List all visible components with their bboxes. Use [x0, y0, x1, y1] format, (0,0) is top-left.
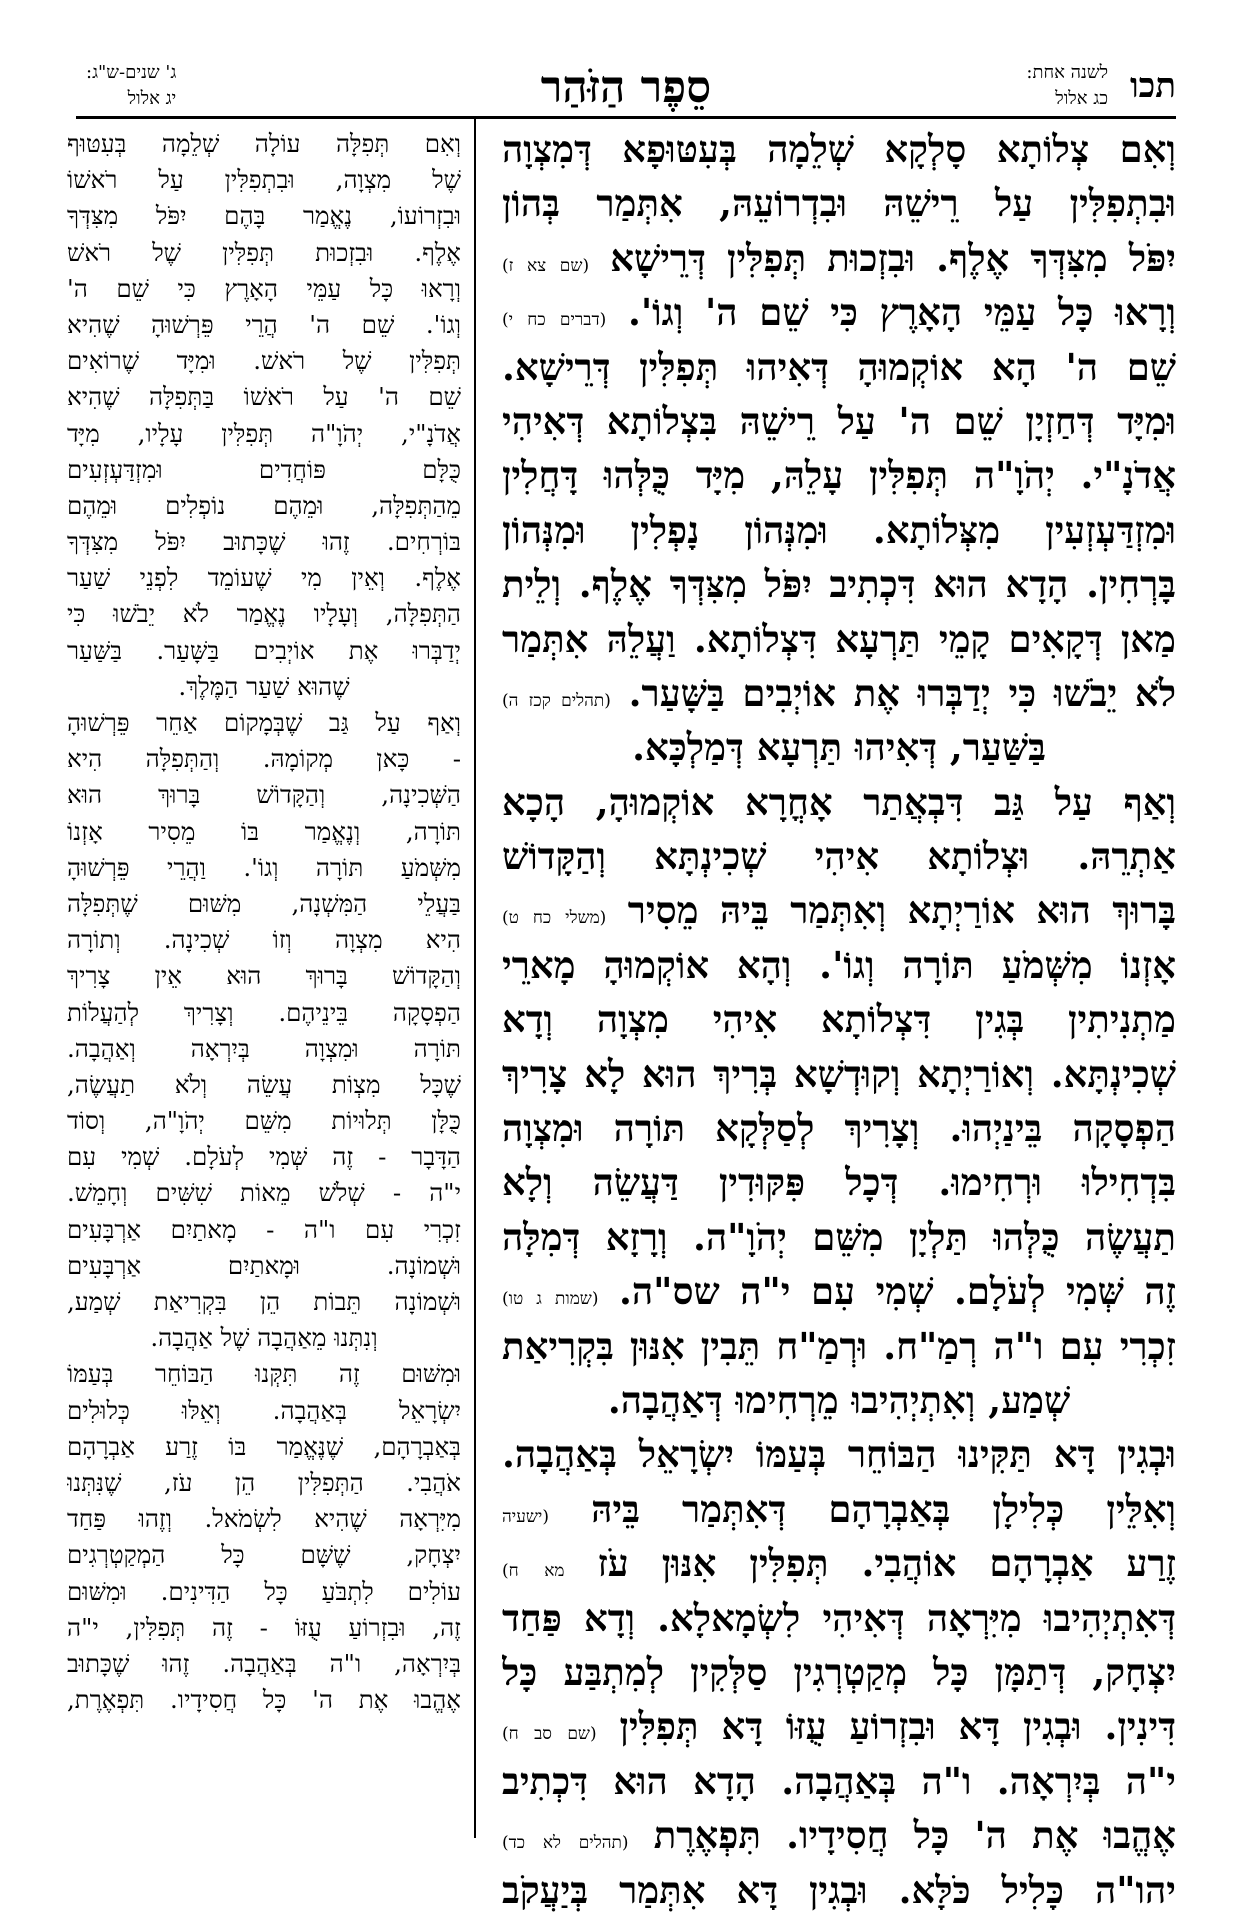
- main-text: זֶרַע אַבְרָהָם אוֹהֲבִי. תְּפִלִּין אִנּוּן עֹז: [597, 1541, 1176, 1586]
- verse-reference: מא ח): [502, 1561, 565, 1582]
- main-text: וְאִלֵּין כְּלִילָן בְּאַבְרָהָם דְּאִתְּמַר בֵּיהּ: [591, 1486, 1176, 1531]
- translation-line: תּוֹרָה וּמִצְוָה בְּיִרְאָה וְאַהֲבָה.: [67, 1033, 461, 1063]
- main-text: אָזְנוֹ מִשְּׁמֹעַ תּוֹרָה וְגוֹ'. וְהָא אוֹקְמוּהָ מָארֵי: [502, 942, 1176, 987]
- main-text: שֵׁם ה' הָא אוֹקְמוּהָ דְּאִיהוּ תְּפִלִּין דְּרֵישָׁא.: [502, 344, 1176, 389]
- schedule-one-year-label: לשנה אחת:: [1026, 62, 1108, 83]
- main-text-line: [502, 176, 1176, 230]
- verse-reference: (שמות ג טו): [502, 1289, 599, 1310]
- verse-reference: (תהלים קכז ה): [502, 690, 611, 711]
- main-text: יִפֹּל מִצִּדְּךָ אֶלֶף. וּבִזְכוּת תְּפִלִּין דְּרֵישָׁא: [610, 235, 1176, 280]
- schedule-three-years: [86, 60, 176, 112]
- translation-line: שֶׁל מִצְוָה, וּבִתְפִלִּין עַל רֹאשׁוֹ: [67, 165, 461, 195]
- translation-line: וְאַף עַל גַּב שֶׁבְּמָקוֹם אַחֵר פֵּרְשׁוּהָ: [67, 708, 461, 737]
- translation-line: - כָּאן מְקוֹמָהּ. וְהַתְּפִלָּה הִיא: [67, 744, 461, 774]
- main-text-line: [502, 1210, 1176, 1264]
- translation-line: יִצְחָק, שֶׁשָּׁם כָּל הַמְקַטְרְגִים: [67, 1540, 461, 1570]
- schedule-three-years-date: יג אלול: [127, 88, 177, 109]
- translation-line: מִיִּרְאָה שֶׁהִיא לִשְׂמֹאל. וְזֶהוּ פַּחַד: [67, 1504, 461, 1534]
- translation-line: וּשְׁמוֹנָה. וּמָאתַיִם אַרְבָּעִים: [67, 1250, 461, 1280]
- translation-line: הַפְסָקָה בֵּינֵיהֶם. וְצָרִיךְ לְהַעֲלוֹת: [67, 997, 461, 1027]
- translation-line: וְגוֹ'. שֵׁם ה' הֲרֵי פֵּרְשׁוּהָ שֶׁהִיא: [67, 309, 461, 339]
- schedule-one-year-date: כג אלול: [1055, 88, 1108, 109]
- main-text: הַפְסָקָה בֵּינַיְהוּ. וְצָרִיךְ לְסַלְּקָא תּוֹרָה וּמִצְוָה: [502, 1106, 1176, 1151]
- main-text: אֶהֱבוּ אֶת ה' כָּל חֲסִידָיו. תִּפְאֶרֶת: [653, 1813, 1176, 1858]
- verse-reference: (שם סב ח): [502, 1724, 597, 1745]
- main-text-line: [502, 1373, 1176, 1427]
- main-text: מַאן דְּקָאִים קָמֵי תַּרְעָא דִּצְלוֹתָא. וַעֲלֵהּ אִתְּמַר: [502, 616, 1176, 661]
- translation-line: וְנִתְּנוּ מֵאַהֲבָה שֶׁל אַהֲבָה.: [150, 1323, 378, 1353]
- translation-line: הַשְּׁכִינָה, וְהַקָּדוֹשׁ בָּרוּךְ הוּא: [67, 780, 461, 810]
- main-text-line: [502, 1754, 1176, 1808]
- verse-reference: (שם צא ז): [502, 255, 590, 276]
- translation-line: תְּפִלִּין שֶׁל רֹאשׁ. וּמִיָּד שֶׁרוֹאִים: [67, 346, 461, 376]
- translation-line: יִשְׂרָאֵל בְּאַהֲבָה. וְאֵלּוּ כְּלוּלִים: [67, 1395, 461, 1425]
- translation-line: שֶׁכָּל מִצְוֹת עֲשֵׂה וְלֹא תַעֲשֶׂה,: [67, 1069, 461, 1099]
- main-text: בָּרוּךְ הוּא אוֹרַיְתָא וְאִתְּמַר בֵּיהּ מֵסִיר: [627, 888, 1176, 933]
- main-text: זִכְרִי עִם ו"ה רְמַ"ח. וּרְמַ"ח תֵּבִין אִנּוּן בִּקְרִיאַת: [502, 1323, 1176, 1368]
- translation-line: כֻּלָּם פּוֹחֲדִים וּמִזְדַּעְזְעִים: [67, 454, 461, 484]
- main-text: וּמִזְדַּעְזְעִין מִצְּלוֹתָא. וּמִנְּהוֹן נָפְלִין וּמִנְּהוֹן: [502, 507, 1176, 552]
- main-text-line: [502, 1319, 1176, 1373]
- translation-line: י"ה - שְׁלֹשׁ מֵאוֹת שִׁשִּׁים וְחָמֵשׁ.: [67, 1178, 461, 1208]
- main-text: בָּרְחִין. הָדָא הוּא דִּכְתִיב יִפֹּל מִצִּדְּךָ אֶלֶף. וְלֵית: [502, 562, 1176, 607]
- translation-line: עוֹלִים לִתְבֹּעַ כָּל הַדִּינִים. וּמִשּׁוּם: [67, 1576, 461, 1606]
- main-text-line: [502, 1808, 1176, 1862]
- verse-reference: (ישעיה: [502, 1506, 549, 1527]
- translation-line: אֹהֲבִי. הַתְּפִלִּין הֵן עֹז, שֶׁנִּתְּנוּ: [67, 1467, 461, 1497]
- main-text: וּבִתְפִלִּין עַל רֵישֵׁהּ וּבִדְרוֹעֵהּ, אִתְּמַר בְּהוֹן: [502, 181, 1176, 226]
- page-header: [76, 58, 1176, 114]
- translation-line: שֵׁם ה' עַל רֹאשׁוֹ בַּתְּפִלָּה שֶׁהִיא: [67, 382, 461, 412]
- main-text: יִצְחָק, דְּתַמָּן כָּל מְקַטְרְגִין סַלְּקִין לְמִתְבַּע כָּל: [502, 1649, 1176, 1694]
- main-text: וּמִיָּד דְּחַזְיָן שֵׁם ה' עַל רֵישֵׁהּ בִּצְלוֹתָא דְּאִיהִי: [502, 398, 1176, 443]
- page-title: סֵפֶר הַזֹּהַר: [540, 62, 712, 113]
- main-text-line: [502, 775, 1176, 829]
- main-text: מַתְנִיתִין בְּגִין דִּצְלוֹתָא אִיהִי מִצְוָה וְדָא: [502, 997, 1176, 1042]
- verse-reference: (משלי כח ט): [502, 908, 607, 929]
- translation-line: אֲדֹנָ"י, יְהֹוָ"ה תְּפִלִּין עָלָיו, מִיָּד: [67, 418, 461, 448]
- translation-line: זִכְרִי עִם ו"ה - מָאתַיִם אַרְבָּעִים: [67, 1214, 461, 1244]
- main-text-line: [502, 340, 1176, 394]
- main-text-line: [502, 1536, 1176, 1590]
- main-text-line: [502, 1482, 1176, 1536]
- translation-line: וּמִשּׁוּם זֶה תִּקְּנוּ הַבּוֹחֵר בְּעַמּוֹ: [67, 1359, 461, 1389]
- translation-line: בַּעֲלֵי הַמִּשְׁנָה, מִשּׁוּם שֶׁתְּפִלָּה: [67, 888, 461, 918]
- translation-line: תּוֹרָה, וְנֶאֱמַר בּוֹ מֵסִיר אָזְנוֹ: [67, 816, 461, 846]
- translation-line: הִיא מִצְוָה וְזוֹ שְׁכִינָה. וְתוֹרָה: [67, 925, 461, 955]
- main-text-line: [502, 285, 1176, 339]
- translation-line: בְּיִרְאָה, ו"ה בְּאַהֲבָה. זֶהוּ שֶׁכָּתוּב: [67, 1648, 461, 1678]
- translation-line: אֶלֶף. וְאֵין מִי שֶׁעוֹמֵד לִפְנֵי שַׁעַר: [67, 563, 461, 593]
- translation-line: כֻּלָּן תְּלוּיוֹת מִשֵּׁם יְהֹוָ"ה, וְסוֹד: [67, 1106, 461, 1136]
- translation-line: וְרָאוּ כָּל עַמֵּי הָאָרֶץ כִּי שֵׁם ה': [67, 273, 461, 303]
- main-text-line: [502, 1699, 1176, 1753]
- main-text: בִּדְחִילוּ וּרְחִימוּ. דְּכָל פִּקּוּדִין דַּעֲשֵׂה וְלָא: [502, 1160, 1176, 1205]
- main-text: וְאַף עַל גַּב דִּבְאֲתַר אָחֳרָא אוֹקְמוּהָ, הָכָא: [502, 779, 1176, 824]
- translation-line: אֶלֶף. וּבִזְכוּת תְּפִלִּין שֶׁל רֹאשׁ: [67, 237, 461, 267]
- column-divider: [474, 118, 476, 1838]
- main-text-line: [502, 938, 1176, 992]
- translation-line: הַדָּבָר - זֶה שְּׁמִי לְעֹלָם. שְׁמִי עִם: [67, 1142, 461, 1172]
- main-text-line: [502, 992, 1176, 1046]
- main-text-line: [502, 394, 1176, 448]
- translation-line: מִשְּׁמֹעַ תּוֹרָה וְגוֹ'. וַהֲרֵי פֵּרְשׁוּהָ: [67, 852, 461, 882]
- main-text: זֶה שְּׁמִי לְעֹלָם. שְׁמִי עִם י"ה שס"ה.: [619, 1269, 1176, 1314]
- verse-reference: (תהלים לא כד): [502, 1833, 629, 1854]
- translation-line: וּשְׁמוֹנָה תֵּבוֹת הֵן בִּקְרִיאַת שְׁמַע,: [67, 1287, 461, 1316]
- main-text: לֹא יֵבֹשׁוּ כִּי יְדַבְּרוּ אֶת אוֹיְבִים בַּשָּׁעַר.: [628, 670, 1176, 715]
- main-text-line: [502, 1047, 1176, 1101]
- page-number: תכו: [1129, 66, 1176, 106]
- translation-line: וְהַקָּדוֹשׁ בָּרוּךְ הוּא אֵין צָרִיךְ: [67, 961, 461, 991]
- main-text: דִּינִין. וּבְגִין דָּא וּבִזְרוֹעַ עֻזּוֹ דָּא תְּפִלִּין: [619, 1704, 1176, 1749]
- main-text-line: [502, 1264, 1176, 1318]
- translation-line: בְּאַבְרָהָם, שֶׁנֶּאֱמַר בּוֹ זֶרַע אַבְרָהָם: [67, 1431, 461, 1461]
- aramaic-main-column: [502, 122, 1176, 1917]
- translation-line: וּבִזְרוֹעוֹ, נֶאֱמַר בָּהֶם יִפֹּל מִצִּדְּךָ: [67, 201, 461, 231]
- main-text-line: [502, 612, 1176, 666]
- main-text: שְׁמַע, וְאִתְיְהִיבוּ מֵרְחִימוּ דְּאַהֲבָה.: [607, 1377, 1071, 1422]
- main-text: וּבְגִין דָּא תַּקִּינוּ הַבּוֹחֵר בְּעַמּוֹ יִשְׂרָאֵל בְּאַהֲבָה.: [502, 1432, 1176, 1477]
- main-text-line: [502, 448, 1176, 502]
- main-text: דְּאִתְיְהִיבוּ מִיִּרְאָה דְּאִיהִי לִשְׂמָאלָא. וְדָא פַּחַד: [502, 1595, 1176, 1640]
- main-text: תַעֲשֶׂה כֻּלְּהוּ תַּלְיָן מִשֵּׁם יְהֹוָ"ה. וְרָזָא דְּמִלָּה: [502, 1214, 1176, 1259]
- main-text: וְרָאוּ כָּל עַמֵּי הָאָרֶץ כִּי שֵׁם ה' וְגוֹ'.: [627, 290, 1176, 335]
- main-text: י"ה בְּיִרְאָה. ו"ה בְּאַהֲבָה. הָדָא הוּא דִּכְתִיב: [502, 1758, 1176, 1803]
- main-text-line: [502, 1591, 1176, 1645]
- header-rule: [76, 116, 1176, 119]
- translation-line: בּוֹרְחִים. זֶהוּ שֶׁכָּתוּב יִפֹּל מִצִּדְּךָ: [67, 527, 461, 557]
- translation-line: שֶׁהוּא שַׁעַר הַמֶּלֶךְ.: [178, 671, 350, 701]
- main-text: יהו"ה כָּלִיל כֹּלָּא. וּבְגִין דָּא אִתְּמַר בְּיַעֲקֹב: [502, 1867, 1176, 1912]
- main-text: בַּשַּׁעַר, דְּאִיהוּ תַּרְעָא דְּמַלְכָּא.: [632, 725, 1046, 770]
- main-text-line: [502, 557, 1176, 611]
- main-text-line: [502, 122, 1176, 176]
- translation-line: הַתְּפִלָּה, וְעָלָיו נֶאֱמַר לֹא יֵבֹשׁוּ כִּי: [67, 599, 461, 629]
- verse-reference: (דברים כח י): [502, 310, 607, 331]
- main-text-line: [502, 1863, 1176, 1917]
- main-text-line: [502, 666, 1176, 720]
- main-text-line: [502, 1427, 1176, 1481]
- main-text: שְׁכִינְתָּא. וְאוֹרַיְתָא וְקוּדְשָׁא בְּרִיךְ הוּא לָא צָרִיךְ: [502, 1051, 1176, 1096]
- main-text-line: [502, 720, 1176, 774]
- main-text-line: [502, 1645, 1176, 1699]
- main-text-line: [502, 1101, 1176, 1155]
- main-text-line: [502, 883, 1176, 937]
- translation-line: יְדַבְּרוּ אֶת אוֹיְבִים בַּשָּׁעַר. בַּשַּׁעַר: [67, 635, 461, 665]
- translation-line: מֵהַתְּפִלָּה, וּמֵהֶם נוֹפְלִים וּמֵהֶם: [67, 490, 461, 520]
- translation-line: זֶה, וּבִזְרוֹעַ עֻזּוֹ - זֶה תְּפִלִּין, י"ה: [67, 1612, 461, 1642]
- hebrew-translation-column: [67, 126, 461, 1718]
- main-text: וְאִם צְלוֹתָא סָלְקָא שְׁלֵמָה בְּעִטּוּפָא דְּמִצְוָה: [502, 127, 1176, 171]
- translation-line: וְאִם תְּפִלָּה עוֹלָה שְׁלֵמָה בְּעִטּוּף: [67, 129, 461, 158]
- main-text-line: [502, 503, 1176, 557]
- main-text: אֲדֹנָ"י. יְהֹוָ"ה תְּפִלִּין עָלֵהּ, מִיָּד כֻּלְּהוּ דָּחֲלִין: [502, 453, 1176, 498]
- translation-line: אֶהֱבוּ אֶת ה' כָּל חֲסִידָיו. תִּפְאֶרֶת,: [67, 1685, 461, 1715]
- main-text-line: [502, 231, 1176, 285]
- main-text-line: [502, 829, 1176, 883]
- main-text-line: [502, 1155, 1176, 1209]
- main-text: אַתְרֵהּ. וּצְלוֹתָא אִיהִי שְׁכִינְתָּא וְהַקָּדוֹשׁ: [502, 834, 1176, 879]
- schedule-three-years-label: ג' שנים-ש"ג:: [86, 62, 177, 83]
